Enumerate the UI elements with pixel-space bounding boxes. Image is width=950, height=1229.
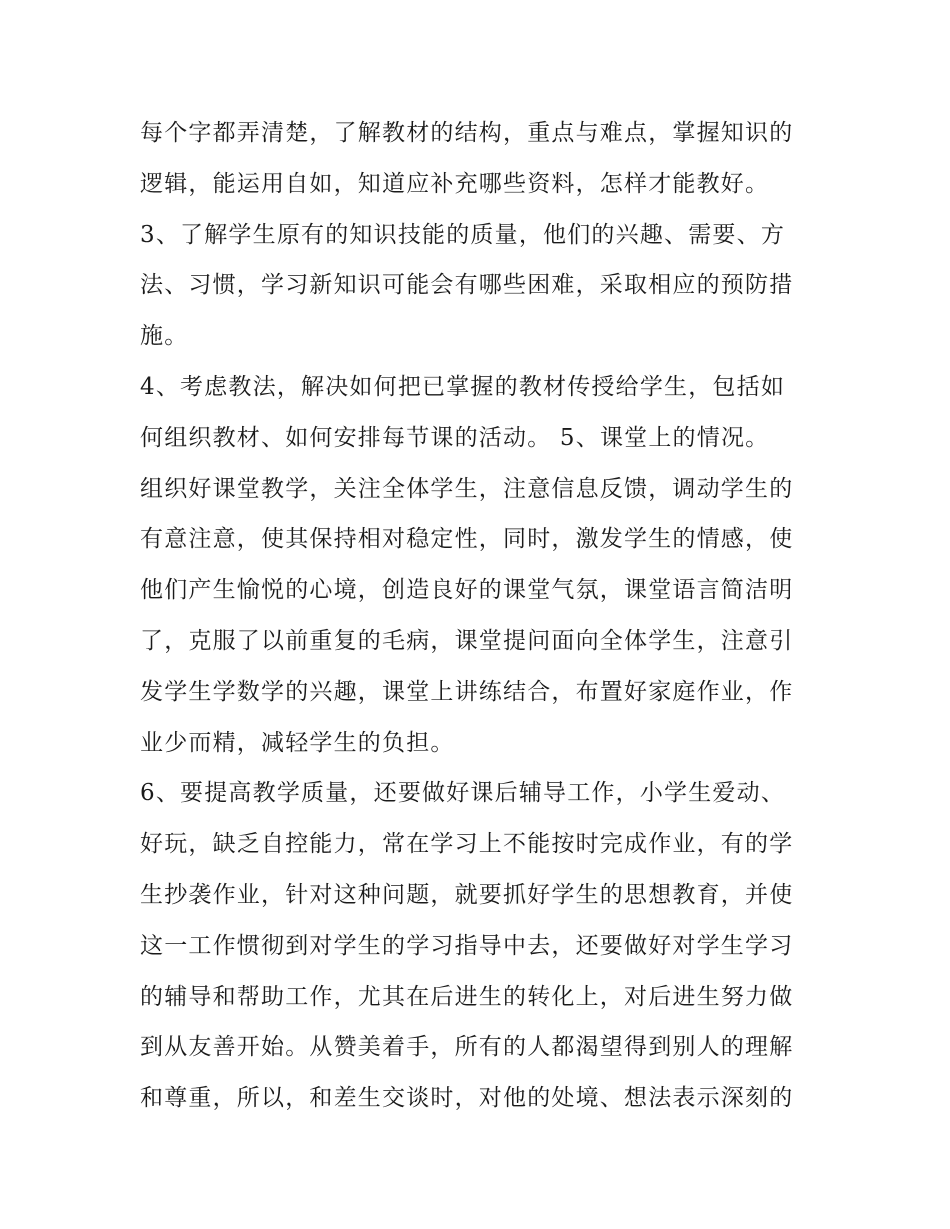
- text-line: 逻辑，能运用自如，知道应补充哪些资料，怎样才能教好。: [140, 170, 770, 197]
- text-line: 法、习惯，学习新知识可能会有哪些困难，采取相应的预防措: [140, 272, 794, 299]
- text-line: 4、考虑教法，解决如何把已掌握的教材传授给学生，包括如: [140, 373, 786, 400]
- text-line: 业少而精，减轻学生的负担。: [140, 729, 455, 756]
- text-line: 组织好课堂教学，关注全体学生，注意信息反馈，调动学生的: [140, 475, 794, 502]
- text-line: 有意注意，使其保持相对稳定性，同时，激发学生的情感，使: [140, 526, 794, 553]
- text-line: 3、了解学生原有的知识技能的质量，他们的兴趣、需要、方: [140, 221, 786, 248]
- text-line: 他们产生愉悦的心境，创造良好的课堂气氛，课堂语言简洁明: [140, 577, 794, 604]
- text-line: 施。: [140, 323, 189, 350]
- body-text: [140, 108, 820, 1124]
- text-line: 6、要提高教学质量，还要做好课后辅导工作，小学生爱动、: [140, 780, 786, 807]
- text-line: 和尊重，所以，和差生交谈时，对他的处境、想法表示深刻的: [140, 1085, 794, 1112]
- text-line: 的辅导和帮助工作，尤其在后进生的转化上，对后进生努力做: [140, 983, 794, 1010]
- text-line: 到从友善开始。从赞美着手，所有的人都渴望得到别人的理解: [140, 1034, 794, 1061]
- text-line: 每个字都弄清楚，了解教材的结构，重点与难点，掌握知识的: [140, 120, 794, 146]
- text-line: 好玩，缺乏自控能力，常在学习上不能按时完成作业，有的学: [140, 831, 794, 858]
- text-line: 发学生学数学的兴趣，课堂上讲练结合，布置好家庭作业，作: [140, 678, 794, 705]
- text-line: 了，克服了以前重复的毛病，课堂提问面向全体学生，注意引: [140, 627, 794, 654]
- text-line: 这一工作惯彻到对学生的学习指导中去，还要做好对学生学习: [140, 932, 794, 959]
- text-line: 生抄袭作业，针对这种问题，就要抓好学生的思想教育，并使: [140, 881, 794, 908]
- text-line: 何组织教材、如何安排每节课的活动。 5、课堂上的情况。: [140, 424, 770, 451]
